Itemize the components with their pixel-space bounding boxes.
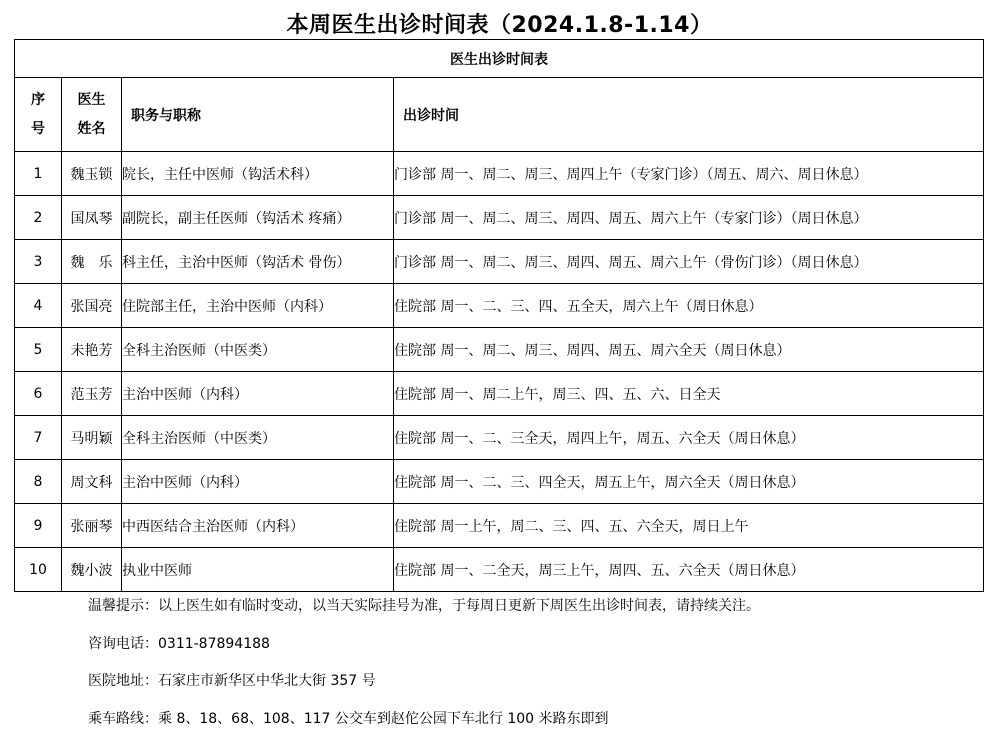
table-row — [15, 152, 984, 196]
cell-doctor-name: 张丽琴 — [62, 504, 122, 548]
cell-schedule: 住院部 周一、周二、周三、周四、周五、周六全天（周日休息） — [394, 328, 984, 372]
cell-position-title: 执业中医师 — [122, 548, 394, 592]
cell-doctor-name: 魏 乐 — [62, 240, 122, 284]
cell-position-title: 科主任，主治中医师（钩活术 骨伤） — [122, 240, 394, 284]
cell-schedule: 住院部 周一、二、三、四全天，周五上午，周六全天（周日休息） — [394, 460, 984, 504]
cell-no: 5 — [15, 328, 62, 372]
cell-schedule: 住院部 周一上午，周二、三、四、五、六全天，周日上午 — [394, 504, 984, 548]
header-no — [15, 78, 62, 152]
cell-schedule: 住院部 周一、二、三全天，周四上午，周五、六全天（周日休息） — [394, 416, 984, 460]
notes-address: 医院地址：石家庄市新华区中华北大街 357 号 — [88, 673, 376, 689]
cell-doctor-name: 国凤琴 — [62, 196, 122, 240]
notes-block — [88, 596, 760, 746]
table-row — [15, 196, 984, 240]
cell-position-title: 主治中医师（内科） — [122, 460, 394, 504]
cell-doctor-name: 未艳芳 — [62, 328, 122, 372]
header-name — [62, 78, 122, 152]
cell-position-title: 住院部主任，主治中医师（内科） — [122, 284, 394, 328]
table-caption: 医生出诊时间表 — [15, 40, 984, 78]
table-row — [15, 548, 984, 592]
cell-doctor-name: 范玉芳 — [62, 372, 122, 416]
cell-schedule: 门诊部 周一、周二、周三、周四、周五、周六上午（专家门诊）（周日休息） — [394, 196, 984, 240]
notes-tip: 温馨提示：以上医生如有临时变动，以当天实际挂号为准，于每周日更新下周医生出诊时间表，请持续关注。 — [88, 598, 760, 614]
cell-no: 1 — [15, 152, 62, 196]
notes-phone: 咨询电话：0311-87894188 — [88, 635, 270, 652]
cell-no: 9 — [15, 504, 62, 548]
cell-doctor-name: 魏玉锁 — [62, 152, 122, 196]
cell-position-title: 副院长，副主任医师（钩活术 疼痛） — [122, 196, 394, 240]
cell-no: 3 — [15, 240, 62, 284]
cell-schedule: 门诊部 周一、周二、周三、周四上午（专家门诊）（周五、周六、周日休息） — [394, 152, 984, 196]
table-row — [15, 460, 984, 504]
cell-position-title: 全科主治医师（中医类） — [122, 328, 394, 372]
cell-no: 7 — [15, 416, 62, 460]
header-no-line2: 号 — [31, 120, 45, 137]
cell-schedule: 住院部 周一、周二上午，周三、四、五、六、日全天 — [394, 372, 984, 416]
cell-position-title: 中西医结合主治医师（内科） — [122, 504, 394, 548]
header-schedule: 出诊时间 — [394, 78, 984, 152]
cell-position-title: 主治中医师（内科） — [122, 372, 394, 416]
doctor-schedule-table — [14, 39, 984, 592]
page-title: 本周医生出诊时间表（2024.1.8-1.14） — [286, 13, 713, 38]
table-row — [15, 504, 984, 548]
cell-position-title: 院长，主任中医师（钩活术科） — [122, 152, 394, 196]
cell-no: 4 — [15, 284, 62, 328]
notes-route: 乘车路线：乘 8、18、68、108、117 公交车到赵佗公园下车北行 100 米路东即到 — [88, 710, 609, 727]
cell-doctor-name: 魏小波 — [62, 548, 122, 592]
cell-no: 2 — [15, 196, 62, 240]
cell-schedule: 门诊部 周一、周二、周三、周四、周五、周六上午（骨伤门诊）（周日休息） — [394, 240, 984, 284]
cell-doctor-name: 周文科 — [62, 460, 122, 504]
table-row — [15, 284, 984, 328]
header-title: 职务与职称 — [122, 78, 394, 152]
header-no-line1: 序 — [31, 91, 45, 108]
cell-no: 10 — [15, 548, 62, 592]
cell-doctor-name: 马明颖 — [62, 416, 122, 460]
cell-no: 8 — [15, 460, 62, 504]
table-row — [15, 372, 984, 416]
table-row — [15, 240, 984, 284]
cell-schedule: 住院部 周一、二、三、四、五全天，周六上午（周日休息） — [394, 284, 984, 328]
cell-doctor-name: 张国亮 — [62, 284, 122, 328]
table-header-row — [15, 78, 984, 152]
header-name-line2: 姓名 — [77, 120, 106, 137]
cell-position-title: 全科主治医师（中医类） — [122, 416, 394, 460]
header-name-line1: 医生 — [77, 91, 106, 108]
cell-no: 6 — [15, 372, 62, 416]
cell-schedule: 住院部 周一、二全天，周三上午，周四、五、六全天（周日休息） — [394, 548, 984, 592]
table-row — [15, 416, 984, 460]
table-row — [15, 328, 984, 372]
